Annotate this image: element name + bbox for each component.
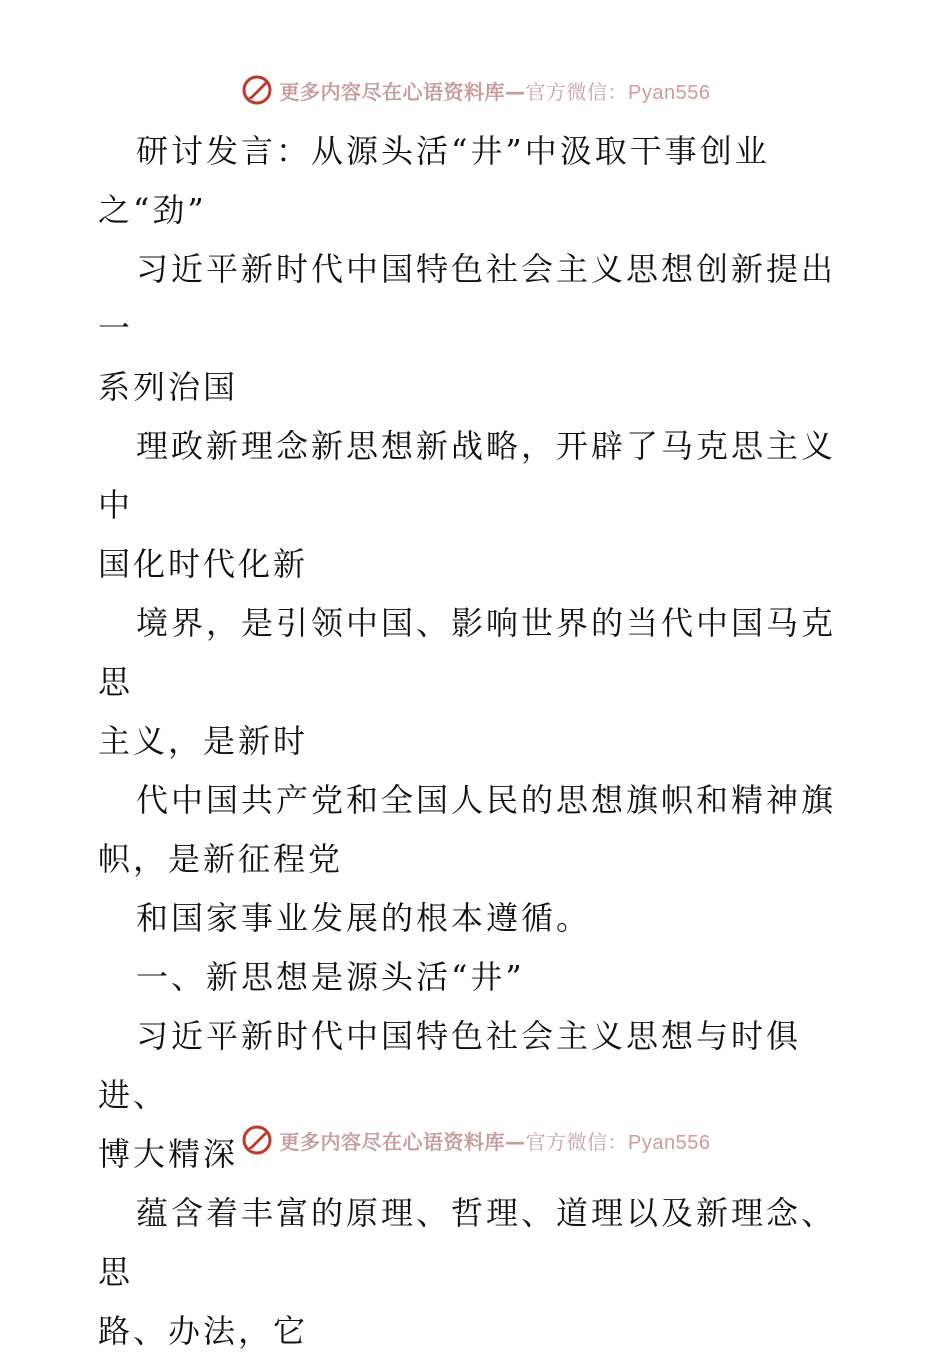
watermark-left: 更多内容尽在心语资料库— [279,79,526,104]
watermark-right: 官方微信： [525,79,629,104]
paragraph: 代中国共产党和全国人民的思想旗帜和精神旗 帜，是新征程党 [98,781,837,878]
section-heading: 一、新思想是源头活“井” [136,958,525,996]
watermark-left: 更多内容尽在心语资料库— [279,1129,526,1154]
watermark-text [280,76,711,105]
header-watermark [0,70,950,110]
watermark-id: Pyan556 [628,81,711,104]
watermark-text [280,1126,711,1155]
paragraph: 理政新理念新思想新战略，开辟了马克思主义中 国化时代化新 [98,427,837,583]
quill-logo-icon [240,73,274,107]
paragraph: 习近平新时代中国特色社会主义思想创新提出一 系列治国 [98,250,837,406]
paragraph: 习近平新时代中国特色社会主义思想与时俱进、 博大精深 [98,1017,802,1173]
document-body [98,122,858,1361]
quill-logo-icon [240,1123,274,1157]
paragraph: 蕴含着丰富的原理、哲理、道理以及新理念、思 路、办法，它 [98,1194,837,1350]
document-title: 研讨发言：从源头活“井”中汲取干事创业 之“劲” [98,132,770,229]
watermark-right: 官方微信： [525,1129,629,1154]
footer-watermark [0,1120,950,1160]
paragraph: 境界，是引领中国、影响世界的当代中国马克思 主义，是新时 [98,604,837,760]
watermark-id: Pyan556 [628,1131,711,1154]
paragraph: 和国家事业发展的根本遵循。 [136,899,592,937]
